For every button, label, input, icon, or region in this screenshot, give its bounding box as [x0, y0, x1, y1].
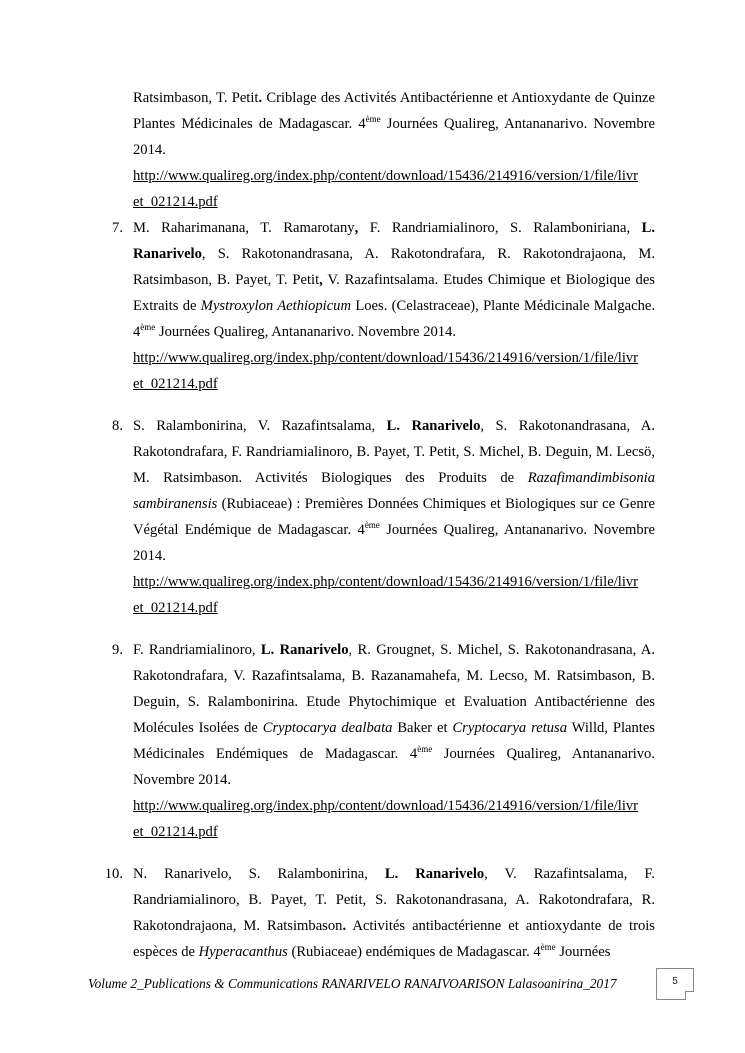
- ref9-sup: ème: [417, 744, 433, 754]
- ref8-sep-2: ,: [223, 444, 228, 460]
- ref7-authors-d: V. Razafintsalama: [322, 272, 435, 288]
- ref8-url-line2[interactable]: et_021214.pdf: [133, 600, 218, 616]
- ref9-mid: Baker et: [392, 720, 453, 736]
- reference-7: [133, 215, 655, 345]
- ref7-title-a: Etudes Chimique et Biologique des Extraits de: [133, 272, 655, 314]
- ref8-url-line1[interactable]: http://www.qualireg.org/index.php/content/download/15436/214916/version/1/file/livr: [133, 574, 639, 590]
- ref7-comma: ,: [354, 220, 359, 236]
- ref8-sep: ,: [242, 418, 247, 434]
- ref6-dot: .: [258, 90, 263, 106]
- ref8-sup: ème: [364, 520, 380, 530]
- ref9-number: 9.: [112, 642, 123, 658]
- ref10-highlight-author: L. Ranarivelo: [384, 866, 485, 882]
- ref8-tail: Journées Qualireg, Antananarivo. Novembre 2014.: [133, 522, 655, 564]
- ref9-authors: F. Randriamialinoro,: [133, 642, 261, 658]
- ref8-species: Razafimandimbisonia sambiranensis: [133, 470, 655, 512]
- ref6-url-line2[interactable]: et_021214.pdf: [133, 194, 218, 210]
- ref9-species-2: Cryptocarya retusa: [452, 720, 568, 736]
- ref9-species-1: Cryptocarya dealbata: [262, 720, 393, 736]
- page-number: 5: [672, 976, 678, 987]
- ref6-tail: Journées Qualireg, Antananarivo. Novembre 2014.: [133, 116, 655, 158]
- ref10-title-b: (Rubiaceae) endémiques de Madagascar. 4: [287, 944, 541, 960]
- ref6-sup: ème: [365, 114, 381, 124]
- ref7-comma-2: ,: [319, 272, 323, 288]
- reference-6-continuation: [133, 85, 655, 163]
- ref6-url-line1[interactable]: http://www.qualireg.org/index.php/content/download/15436/214916/version/1/file/livr: [133, 168, 639, 184]
- ref10-dot: .: [342, 918, 347, 934]
- ref9-url-line2[interactable]: et_021214.pdf: [133, 824, 218, 840]
- ref8-title-b: (Rubiaceae) : Premières Données Chimiques et Biologiques sur ce Genre Végétal Endémique de Madagascar. 4: [133, 496, 655, 538]
- ref7-authors: M. Raharimanana, T. Ramarotany: [133, 220, 355, 236]
- ref10-authors-b: , V. Razafintsalama, F. Randriamialinoro, B. Payet, T. Petit, S. Rakotonandrasana, A. Rakotondrafara, R. Rakotondrajaona, M. Ratsimbason: [133, 866, 655, 934]
- ref8-number: 8.: [112, 418, 123, 434]
- page-number-box: [656, 968, 694, 1000]
- ref7-url-line2[interactable]: et_021214.pdf: [133, 376, 218, 392]
- ref10-number: 10.: [104, 866, 123, 882]
- ref8-authors-d: F. Randriamialinoro, B. Payet, T. Petit, S. Michel, B. Deguin, M. Lecsö, M. Ratsimbason. Activités Biologiques des Produits de: [133, 444, 655, 486]
- ref8-highlight-author: L. Ranarivelo: [386, 418, 481, 434]
- ref7-title-b: Loes. (Celastraceae): [351, 298, 476, 314]
- ref8-authors: S. Ralambonirina: [133, 418, 243, 434]
- ref10-tail: Journées: [555, 944, 611, 960]
- ref7-url-line1[interactable]: http://www.qualireg.org/index.php/content/download/15436/214916/version/1/file/livr: [133, 350, 639, 366]
- page-footer: Volume 2_Publications & Communications RANARIVELO RANAIVOARISON Lalasoanirina_2017: [88, 976, 617, 991]
- ref7-highlight-author: L. Ranarivelo: [133, 220, 655, 262]
- ref8-authors-b: V. Razafintsalama,: [246, 418, 387, 434]
- ref6-authors-end: Ratsimbason, T. Petit: [133, 90, 259, 106]
- ref7-title-c: , Plante Médicinale Malgache. 4: [133, 298, 655, 340]
- ref10-species: Hyperacanthus: [198, 944, 288, 960]
- reference-10: [133, 861, 655, 965]
- reference-8: [133, 413, 655, 569]
- ref10-sup: ème: [540, 942, 556, 952]
- ref9-title-b: Willd, Plantes Médicinales Endémiques de Madagascar. 4: [133, 720, 655, 762]
- ref10-authors: N. Ranarivelo, S. Ralambonirina,: [133, 866, 385, 882]
- ref8-authors-c: , S. Rakotonandrasana, A. Rakotondrafara: [133, 418, 655, 460]
- reference-9: [133, 637, 655, 793]
- ref7-authors-b: F. Randriamialinoro, S. Ralamboniriana,: [358, 220, 642, 236]
- ref7-dot: .: [434, 272, 439, 288]
- ref7-number: 7.: [112, 220, 123, 236]
- ref7-species: Mystroxylon Aethiopicum: [200, 298, 352, 314]
- ref7-authors-c: , S. Rakotonandrasana, A. Rakotondrafara, R. Rakotondrajaona, M. Ratsimbason, B. Payet, T. Petit: [133, 246, 655, 288]
- ref9-url-line1[interactable]: http://www.qualireg.org/index.php/content/download/15436/214916/version/1/file/livr: [133, 798, 639, 814]
- ref9-tail: Journées Qualireg, Antananarivo. Novembre 2014.: [133, 746, 656, 788]
- ref9-highlight-author: L. Ranarivelo: [260, 642, 349, 658]
- ref6-title: Criblage des Activités Antibactérienne et Antioxydante de Quinze Plantes Médicinales de Madagascar. 4: [133, 90, 655, 132]
- ref10-title-a: Activités antibactérienne et antioxydante de trois espèces de: [133, 918, 655, 960]
- ref9-authors-b: , R. Grougnet, S. Michel, S. Rakotonandrasana, A. Rakotondrafara, V. Razafintsalama, B. Razanamahefa, M. Lecso, M. Ratsimbason, B. Deguin, S. Ralambonirina. Etude Phytochimique et Evaluation Antibactérienne des Molécules Isolées de: [133, 642, 655, 736]
- ref7-sup: ème: [140, 322, 156, 332]
- ref7-tail: Journées Qualireg, Antananarivo. Novembre 2014.: [155, 324, 457, 340]
